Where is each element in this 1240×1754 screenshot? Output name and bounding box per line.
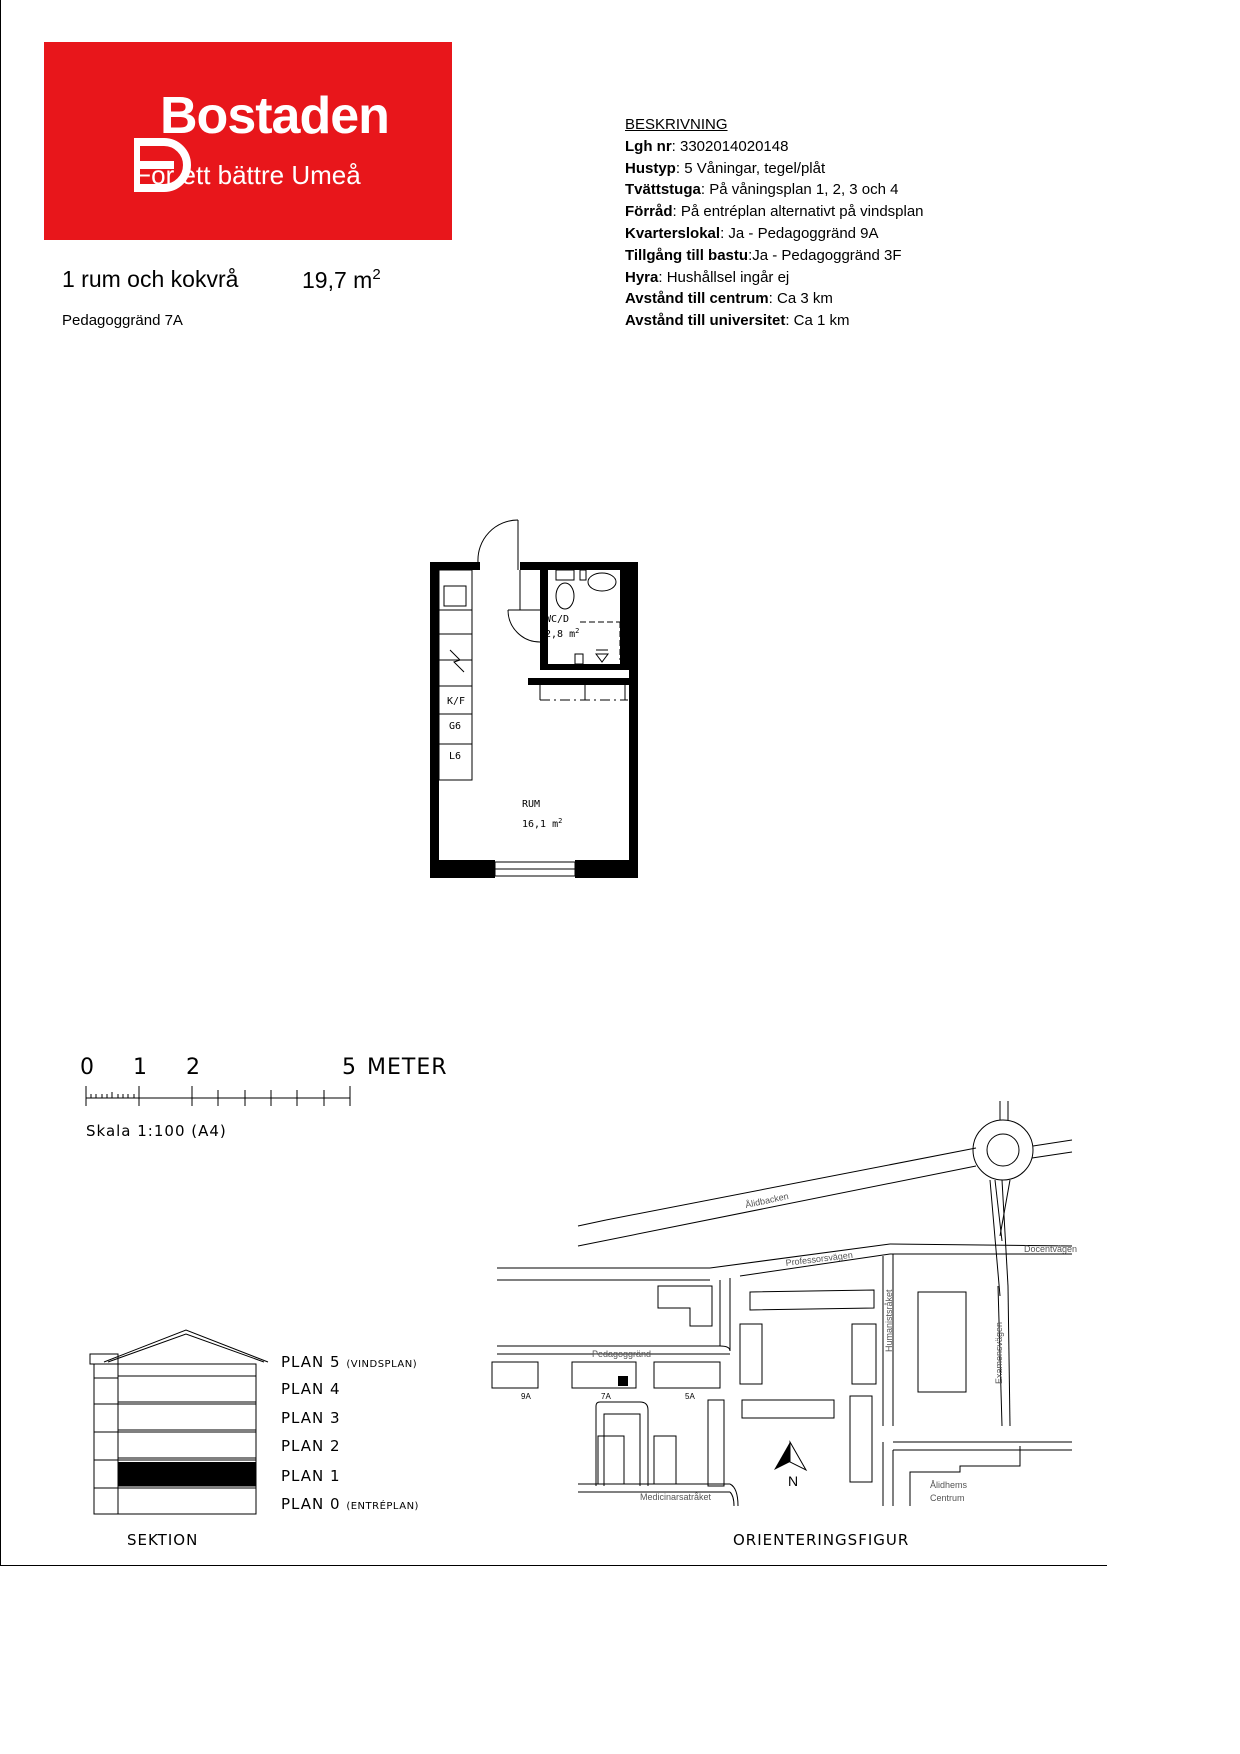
- description-row-value: Ja - Pedagoggränd 3F: [752, 246, 902, 264]
- section-title: SEKTION: [127, 1531, 199, 1549]
- orientation-map: [490, 1096, 1090, 1516]
- scale-bar: [60, 1048, 460, 1148]
- kitchen-counter: [439, 570, 472, 780]
- street-alidbacken: Ålidbacken: [744, 1191, 790, 1210]
- apartment-type: 1 rum och kokvrå: [62, 266, 239, 292]
- room-area: 16,1 $m^2$: [522, 817, 563, 830]
- street-humanistsraket: Humanistsråket: [884, 1289, 894, 1352]
- section-floor-4: PLAN 4: [281, 1380, 341, 1398]
- description-row-label: Hustyp: [625, 159, 676, 177]
- description-row-separator: :: [700, 181, 710, 199]
- description-row-separator: :: [675, 159, 685, 177]
- current-building-marker: [618, 1376, 628, 1386]
- description-row-value: På våningsplan 1, 2, 3 och 4: [709, 181, 899, 199]
- scale-tick-5: 5: [342, 1055, 356, 1080]
- map-title: ORIENTERINGSFIGUR: [733, 1531, 910, 1549]
- description-row-value: På entréplan alternativt på vindsplan: [680, 203, 924, 221]
- outer-walls: [430, 562, 638, 878]
- description-row-value: 3302014020148: [680, 137, 789, 155]
- description-row-label: Lgh nr: [625, 137, 672, 155]
- street-medicinarsatraket: Medicinarsatråket: [640, 1492, 712, 1502]
- room-label: RUM: [522, 799, 541, 810]
- kitchen-label-g6: G6: [449, 721, 462, 732]
- description-row-separator: :: [768, 290, 777, 308]
- brand-tagline: För ett bättre Umeå: [135, 160, 361, 190]
- description-row: [625, 201, 924, 223]
- description-row-value: 5 Våningar, tegel/plåt: [684, 159, 826, 177]
- description-row: [625, 136, 924, 158]
- scale-unit: METER: [367, 1055, 448, 1080]
- description-row: [625, 245, 924, 267]
- description-row-separator: :: [658, 268, 667, 286]
- north-label: N: [788, 1473, 799, 1489]
- window: [495, 862, 575, 876]
- description-row-label: Avstånd till universitet: [625, 312, 786, 330]
- section-floor-3: PLAN 3: [281, 1409, 341, 1427]
- floor-plan: [420, 510, 650, 890]
- scale-ruler: [86, 1086, 350, 1106]
- description-row-value: Hushållsel ingår ej: [666, 268, 790, 286]
- scale-tick-2: 2: [186, 1055, 200, 1080]
- section-drawing: [90, 1330, 268, 1514]
- description-row-value: Ca 3 km: [776, 290, 833, 308]
- description-row: [625, 223, 924, 245]
- description-row-label: Kvarterslokal: [625, 224, 721, 242]
- north-arrow: [774, 1442, 806, 1470]
- description-block: [625, 114, 924, 332]
- description-row-label: Förråd: [625, 203, 673, 221]
- description-row: [625, 288, 924, 310]
- description-row-separator: :: [720, 224, 729, 242]
- description-row: [625, 267, 924, 289]
- wc-door: [508, 570, 540, 642]
- description-row-separator: :: [671, 137, 680, 155]
- description-row-separator: :: [672, 203, 681, 221]
- description-rows: [625, 136, 924, 332]
- description-row-separator: :: [785, 312, 794, 330]
- place-line-1: Ålidhems: [930, 1480, 968, 1490]
- entrance-door: [478, 520, 518, 570]
- building-9a: 9A: [521, 1392, 531, 1401]
- building-7a: 7A: [601, 1392, 611, 1401]
- description-heading: BESKRIVNING: [625, 116, 728, 133]
- wardrobe: [540, 685, 628, 700]
- wc-label: WC/D: [545, 614, 570, 625]
- description-row-value: Ja - Pedagoggränd 9A: [728, 224, 879, 242]
- description-row: [625, 179, 924, 201]
- street-professorsvagen: Professorsvägen: [785, 1249, 854, 1268]
- street-examensvagen: Examensvägen: [994, 1321, 1004, 1384]
- brand-name: Bostaden: [160, 87, 389, 145]
- map-buildings: [492, 1286, 966, 1486]
- description-row-label: Tillgång till bastu: [625, 246, 749, 264]
- section-floor-5: PLAN 5 (VINDSPLAN): [281, 1353, 418, 1371]
- section-floor-1: PLAN 1: [281, 1467, 341, 1485]
- bostaden-logo: [44, 42, 452, 240]
- map-roads: [497, 1101, 1072, 1506]
- scale-tick-1: 1: [133, 1055, 147, 1080]
- wc-area: 2,8 $m^2$: [545, 627, 580, 640]
- street-pedagoggrand: Pedagoggränd: [592, 1349, 652, 1359]
- description-row-label: Avstånd till centrum: [625, 290, 769, 308]
- description-row: [625, 310, 924, 332]
- section-floor-2: PLAN 2: [281, 1437, 341, 1455]
- scale-caption: Skala 1:100 (A4): [86, 1122, 227, 1140]
- street-docentvagen: Docentvägen: [1024, 1244, 1078, 1254]
- highlighted-floor: [118, 1462, 256, 1486]
- description-row-label: Hyra: [625, 268, 659, 286]
- kitchen-label-kf: K/F: [447, 696, 466, 707]
- building-5a: 5A: [685, 1392, 695, 1401]
- section-floor-0: PLAN 0 (ENTRÉPLAN): [281, 1495, 419, 1513]
- description-row-label: Tvättstuga: [625, 181, 701, 199]
- building-section: [80, 1326, 280, 1516]
- kitchen-label-l6: L6: [449, 751, 462, 762]
- description-row-separator: :: [748, 246, 753, 264]
- description-row: [625, 158, 924, 180]
- place-line-2: Centrum: [930, 1493, 965, 1503]
- apartment-address: Pedagoggränd 7A: [62, 312, 183, 329]
- apartment-area: 19,7 $m^2$: [302, 266, 381, 293]
- description-row-value: Ca 1 km: [793, 312, 850, 330]
- scale-tick-0: 0: [80, 1055, 94, 1080]
